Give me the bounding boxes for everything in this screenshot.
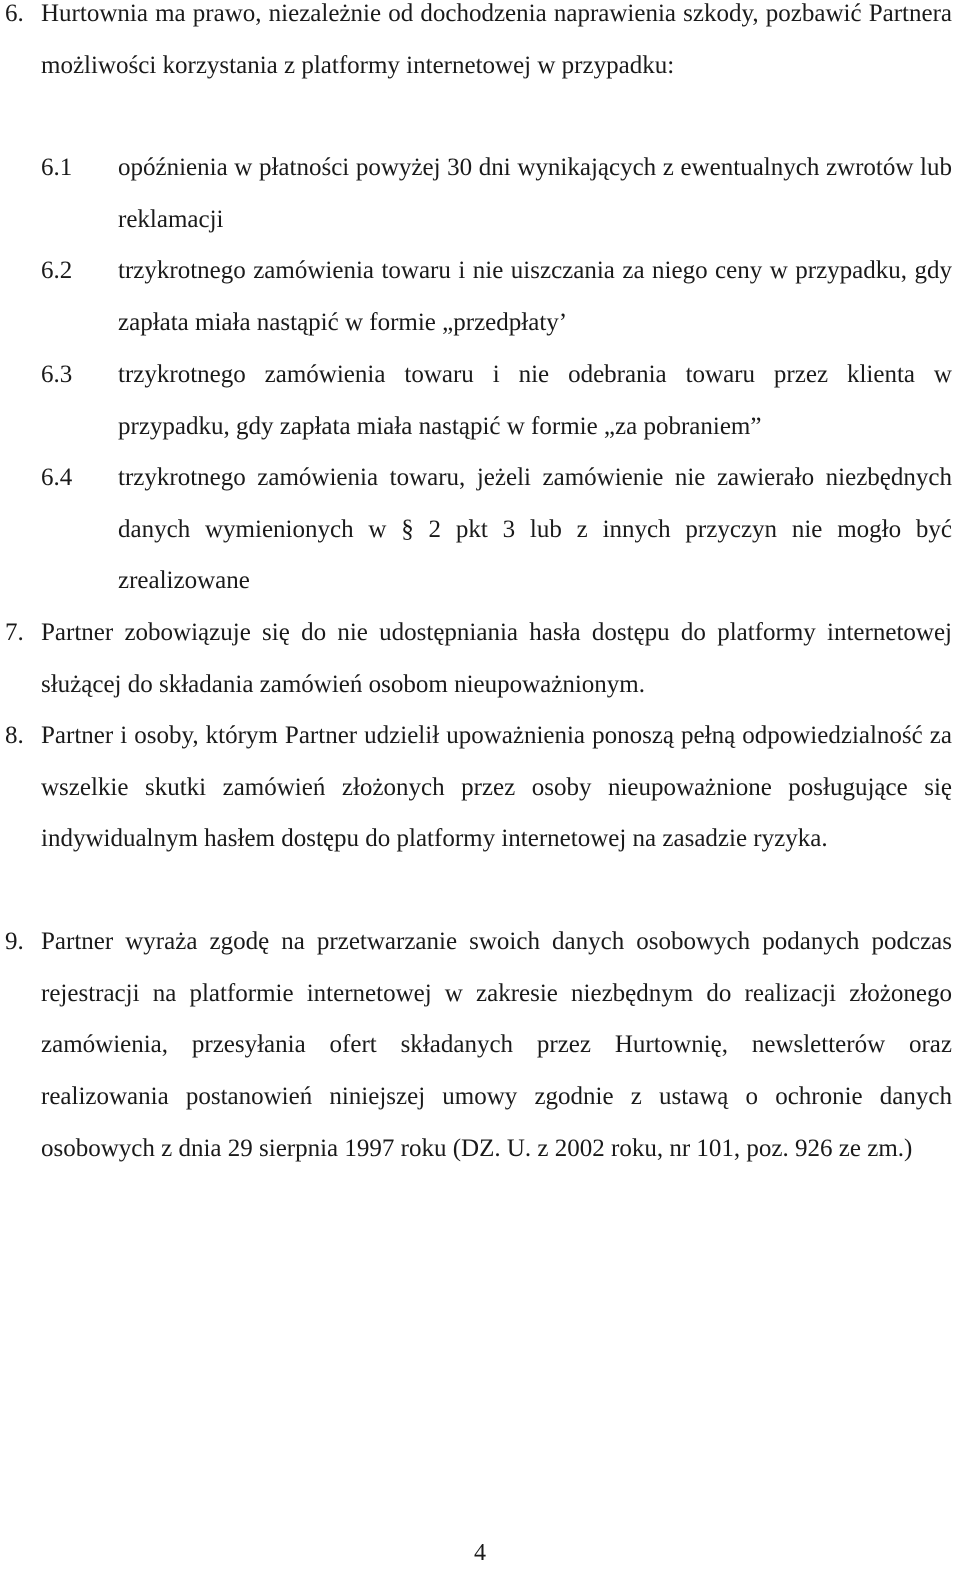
clause-number: 7.: [5, 619, 24, 646]
clause-7: [5, 607, 952, 710]
subclause-number: 6.4: [41, 464, 73, 491]
subclause-number: 6.3: [41, 361, 73, 388]
subclause-text: trzykrotnego zamówienia towaru, jeżeli zamówienie nie zawierało niezbędnych danych wymienionych w § 2 pkt 3 lub z innych przyczyn nie mogło być zrealizowane: [118, 464, 952, 595]
clause-number: 6.: [5, 0, 24, 27]
clause-number: 8.: [5, 722, 24, 749]
page-number: 4: [474, 1540, 486, 1566]
clause-6: [5, 0, 952, 91]
subclause-6-3: [41, 349, 952, 452]
clause-text: Partner i osoby, którym Partner udzielił upoważnienia ponoszą pełną odpowiedzialność za wszelkie skutki zamówień złożonych przez osoby nieupoważnione posługujące się indywidualnym hasłem dostępu do platformy internetowej na zasadzie ryzyka.: [41, 722, 952, 853]
clause-9: [5, 916, 952, 1175]
subclause-text: trzykrotnego zamówienia towaru i nie uiszczania za niego ceny w przypadku, gdy zapłata miała nastąpić w formie „przedpłaty’: [118, 257, 952, 336]
subclause-6-1: [41, 142, 952, 245]
subclause-6-4: [41, 452, 952, 607]
clause-text: Hurtownia ma prawo, niezależnie od dochodzenia naprawienia szkody, pozbawić Partnera możliwości korzystania z platformy internetowej w przypadku:: [41, 0, 952, 79]
clause-text: Partner wyraża zgodę na przetwarzanie swoich danych osobowych podanych podczas rejestracji na platformie internetowej w zakresie niezbędnym do realizacji złożonego zamówienia, przesyłania ofert składanych przez Hurtownię, newsletterów oraz realizowania postanowień niniejszej umowy zgodnie z ustawą o ochronie danych osobowych z dnia 29 sierpnia 1997 roku (DZ. U. z 2002 roku, nr 101, poz. 926 ze zm.): [41, 928, 952, 1162]
subclause-6-2: [41, 245, 952, 348]
subclause-text: opóźnienia w płatności powyżej 30 dni wynikających z ewentualnych zwrotów lub reklamacji: [118, 154, 952, 233]
subclause-text: trzykrotnego zamówienia towaru i nie odebrania towaru przez klienta w przypadku, gdy zapłata miała nastąpić w formie „za pobraniem”: [118, 361, 952, 440]
clause-number: 9.: [5, 928, 24, 955]
clause-8: [5, 710, 952, 865]
subclause-number: 6.1: [41, 154, 73, 181]
subclause-number: 6.2: [41, 257, 73, 284]
clause-text: Partner zobowiązuje się do nie udostępniania hasła dostępu do platformy internetowej służącej do składania zamówień osobom nieupoważnionym.: [41, 619, 952, 698]
